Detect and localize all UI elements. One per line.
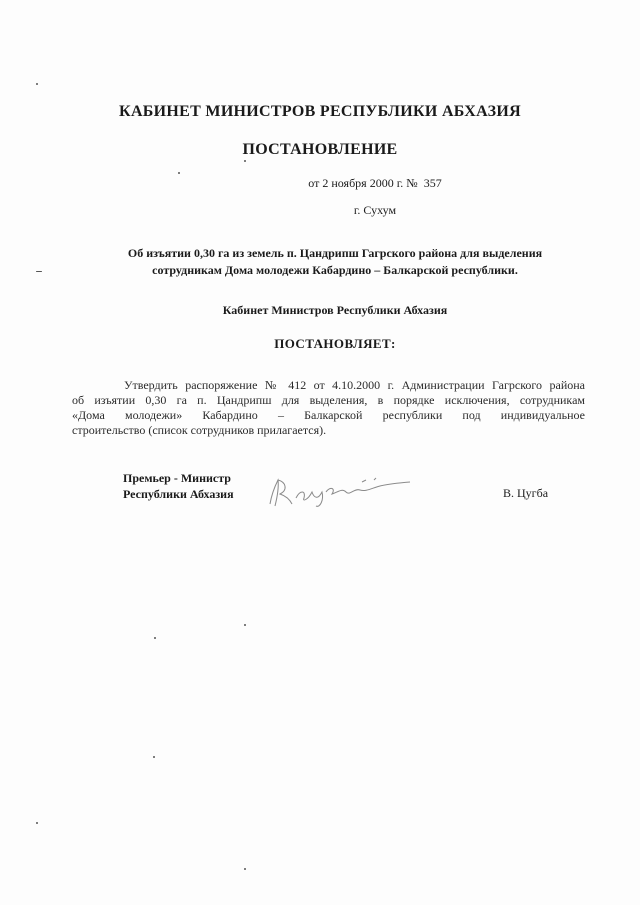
signatory-name: В. Цугба: [503, 486, 549, 500]
document-type-heading: ПОСТАНОВЛЕНИЕ: [242, 141, 398, 158]
subject-line-1: Об изъятии 0,30 га из земель п. Цандрипш Гагрского района для выделения: [127, 246, 543, 260]
document-city: г. Сухум: [353, 203, 397, 217]
scan-speck: [244, 624, 246, 626]
organization-title: КАБИНЕТ МИНИСТРОВ РЕСПУБЛИКИ АБХАЗИЯ: [119, 103, 521, 120]
scan-speck: [244, 868, 246, 870]
resolution-body: [72, 378, 585, 438]
body-line-2: об изъятии 0,30 га п. Цандрипш для выделения, в порядке исключения, сотрудникам: [72, 393, 585, 407]
document-date-line: [55, 176, 640, 191]
scan-speck: [178, 172, 180, 174]
body-line-3: «Дома молодежи» Кабардино – Балкарской республики под индивидуальное: [72, 408, 585, 422]
handwritten-signature: [262, 470, 412, 510]
subject-line-2: сотрудникам Дома молодежи Кабардино – Балкарской республики.: [152, 263, 518, 277]
date-text: от 2 ноября 2000 г. №: [308, 176, 418, 190]
decree-word: ПОСТАНОВЛЯЕТ:: [274, 336, 396, 351]
signatory-title: [123, 470, 234, 502]
document-number: 357: [423, 176, 442, 190]
scan-speck: [36, 271, 42, 272]
issuer-line: Кабинет Министров Республики Абхазия: [222, 303, 448, 317]
document-subject: [15, 245, 640, 279]
signatory-title-line-1: Премьер - Министр: [123, 471, 231, 485]
scan-speck: [244, 160, 246, 162]
signatory-title-line-2: Республики Абхазия: [123, 487, 234, 501]
scan-speck: [154, 637, 156, 639]
scan-speck: [36, 83, 38, 85]
scan-speck: [36, 822, 38, 824]
body-line-1: Утвердить распоряжение № 412 от 4.10.2000 г. Администрации Гагрского района: [124, 378, 585, 392]
scan-speck: [153, 756, 155, 758]
body-line-4: строительство (список сотрудников прилагается).: [72, 423, 327, 437]
